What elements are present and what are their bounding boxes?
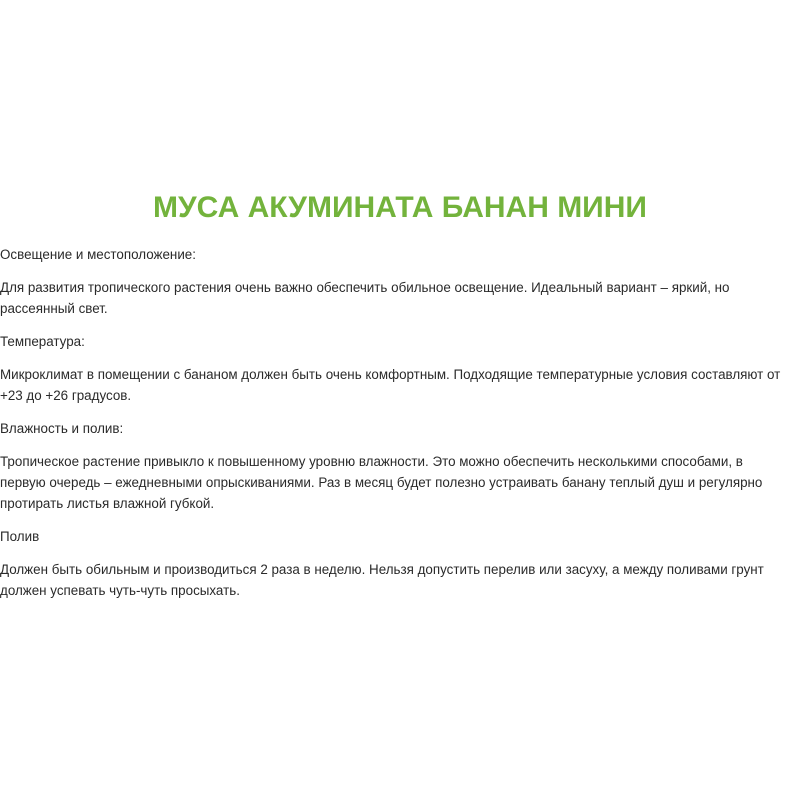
section-heading-watering: Полив — [0, 529, 40, 544]
section-text-watering: Должен быть обильным и производиться 2 раза в неделю. Нельзя допустить перелив или засуху, а между поливами грунт должен успевать чуть-чуть просыхать. — [0, 562, 764, 598]
section-text-temperature: Микроклимат в помещении с бананом должен быть очень комфортным. Подходящие температурные условия составляют от +23 до +26 градусов. — [0, 367, 781, 403]
section-heading-humidity: Влажность и полив: — [0, 421, 124, 436]
page-title: МУСА АКУМИНАТА БАНАН МИНИ — [153, 191, 647, 224]
section-text-humidity: Тропическое растение привыкло к повышенному уровню влажности. Это можно обеспечить несколькими способами, в первую очередь – ежедневными опрыскиваниями. Раз в месяц будет полезно устраивать банану теплый душ и регулярно протирать листья влажной губкой. — [0, 454, 763, 511]
care-instructions — [0, 244, 792, 613]
section-text-lighting: Для развития тропического растения очень важно обеспечить обильное освещение. Идеальный вариант – яркий, но рассеянный свет. — [0, 280, 730, 316]
section-heading-lighting: Освещение и местоположение: — [0, 247, 196, 262]
section-heading-temperature: Температура: — [0, 334, 85, 349]
